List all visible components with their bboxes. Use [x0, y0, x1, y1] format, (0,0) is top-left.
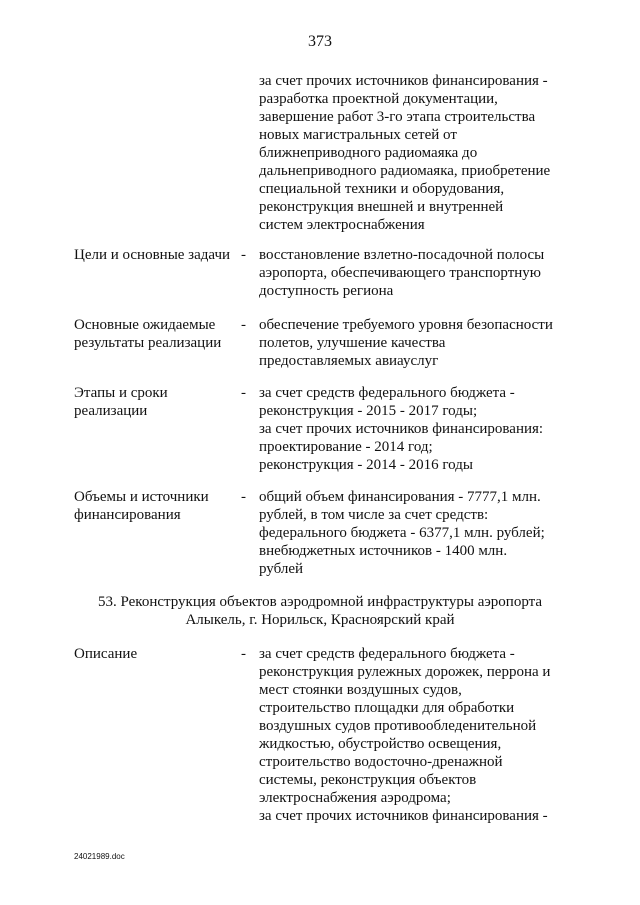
row-value-line: реконструкция - 2015 - 2017 годы;	[259, 403, 478, 419]
row-value-line: за счет средств федерального бюджета -	[259, 646, 515, 662]
row-dash: -	[241, 317, 246, 333]
row-value-line: за счет прочих источников финансирования:	[259, 421, 544, 437]
row-value-line: доступность региона	[259, 283, 394, 299]
section-heading	[0, 593, 640, 629]
row-value-line: внебюджетных источников - 1400 млн.	[259, 543, 508, 559]
row-value-line: реконструкция рулежных дорожек, перрона и	[259, 664, 551, 680]
row-value-line: за счет средств федерального бюджета -	[259, 385, 515, 401]
row-value-line: за счет прочих источников финансирования -	[259, 808, 548, 824]
row-value-line: мест стоянки воздушных судов,	[259, 682, 462, 698]
row-value-line: строительство площадки для обработки	[259, 700, 515, 716]
row-label	[74, 645, 234, 663]
row-label-line: реализации	[74, 403, 148, 419]
row-value-line: общий объем финансирования - 7777,1 млн.	[259, 489, 541, 505]
row-label-line: Объемы и источники	[74, 489, 209, 505]
row-value-line: жидкостью, обустройство освещения,	[259, 736, 502, 752]
row-value-line: реконструкция - 2014 - 2016 годы	[259, 457, 473, 473]
continuation-line: реконструкция внешней и внутренней	[259, 199, 504, 215]
continuation-line: новых магистральных сетей от	[259, 127, 457, 143]
row-value-line: электроснабжения аэродрома;	[259, 790, 451, 806]
row-label-line: Цели и основные задачи	[74, 247, 231, 263]
row-label-line: результаты реализации	[74, 335, 222, 351]
continuation-line: за счет прочих источников финансирования -	[259, 73, 548, 89]
row-dash: -	[241, 489, 246, 505]
row-value-line: проектирование - 2014 год;	[259, 439, 433, 455]
continuation-line: ближнеприводного радиомаяка до	[259, 145, 478, 161]
row-value	[259, 384, 589, 474]
continuation-line: специальной техники и оборудования,	[259, 181, 505, 197]
row-value-line: аэропорта, обеспечивающего транспортную	[259, 265, 542, 281]
row-label-line: Основные ожидаемые	[74, 317, 216, 333]
row-value-line: федерального бюджета - 6377,1 млн. рублей;	[259, 525, 545, 541]
row-value	[259, 246, 589, 300]
section-heading-line: Алыкель, г. Норильск, Красноярский край	[185, 612, 455, 628]
row-value-line: системы, реконструкция объектов	[259, 772, 477, 788]
continuation-line: систем электроснабжения	[259, 217, 425, 233]
row-value-line: строительство водосточно-дренажной	[259, 754, 503, 770]
row-label	[74, 488, 234, 524]
row-label-line: финансирования	[74, 507, 181, 523]
row-value-line: полетов, улучшение качества	[259, 335, 446, 351]
row-dash: -	[241, 646, 246, 662]
row-label	[74, 246, 234, 264]
row-label-line: Этапы и сроки	[74, 385, 168, 401]
row-value-line: обеспечение требуемого уровня безопасности	[259, 317, 553, 333]
row-value-line: предоставляемых авиауслуг	[259, 353, 439, 369]
continuation-line: завершение работ 3-го этапа строительства	[259, 109, 536, 125]
continuation-line: разработка проектной документации,	[259, 91, 498, 107]
row-value-line: воздушных судов противообледенительной	[259, 718, 537, 734]
continuation-text	[259, 72, 589, 234]
row-value	[259, 488, 589, 578]
row-dash: -	[241, 385, 246, 401]
continuation-line: дальнеприводного радиомаяка, приобретение	[259, 163, 551, 179]
row-dash: -	[241, 247, 246, 263]
row-label	[74, 316, 234, 352]
row-label-line: Описание	[74, 646, 138, 662]
row-value-line: рублей	[259, 561, 304, 577]
section-heading-line: 53. Реконструкция объектов аэродромной инфраструктуры аэропорта	[97, 594, 543, 610]
row-value	[259, 645, 589, 825]
row-value	[259, 316, 589, 370]
row-value-line: рублей, в том числе за счет средств:	[259, 507, 489, 523]
page-number: 373	[308, 33, 332, 50]
row-value-line: восстановление взлетно-посадочной полосы	[259, 247, 545, 263]
row-label	[74, 384, 234, 420]
file-name-footer: 24021989.doc	[74, 852, 125, 861]
